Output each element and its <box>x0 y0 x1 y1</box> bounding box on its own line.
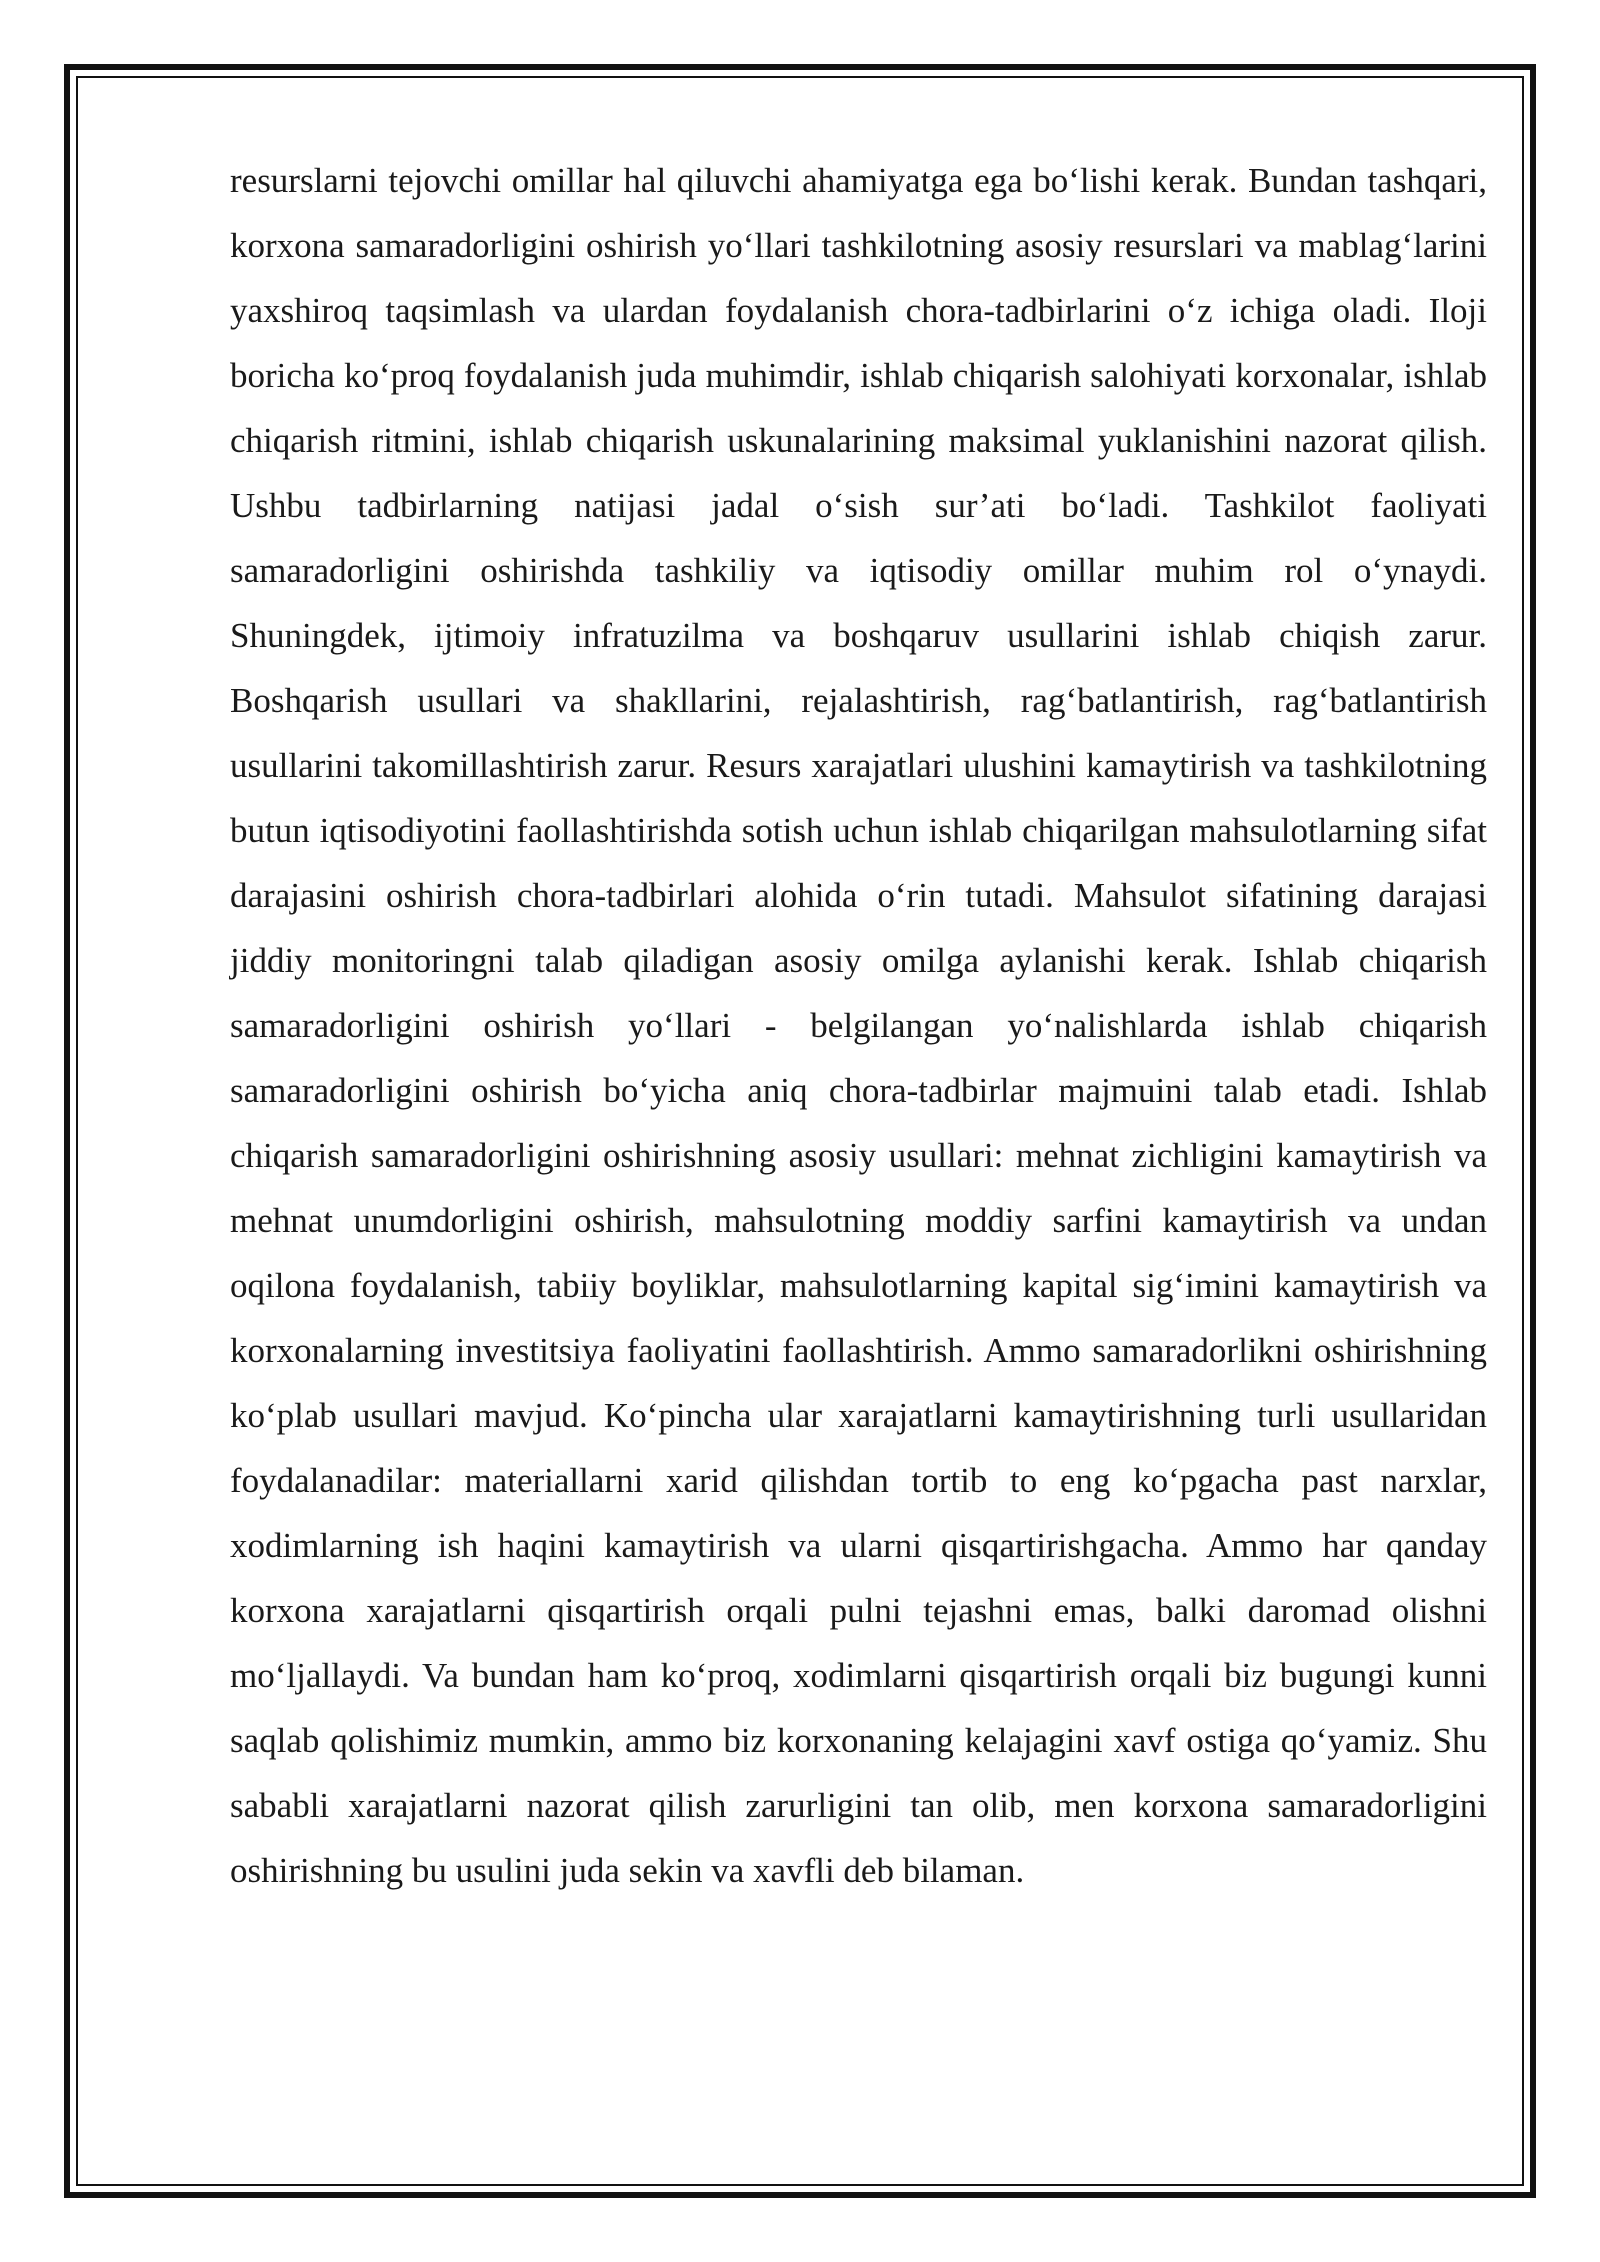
body-paragraph: resurslarni tejovchi omillar hal qiluvchi ahamiyatga ega bo‘lishi kerak. Bundan tashqari, korxona samaradorligini oshirish yo‘llari tashkilotning asosiy resurslari va mablag‘larini yaxshiroq taqsimlash va ulardan foydalanish chora-tadbirlarini o‘z ichiga oladi. Iloji boricha ko‘proq foydalanish juda muhimdir, ishlab chiqarish salohiyati korxonalar, ishlab chiqarish ritmini, ishlab chiqarish uskunalarining maksimal yuklanishini nazorat qilish. Ushbu tadbirlarning natijasi jadal o‘sish sur’ati bo‘ladi. Tashkilot faoliyati samaradorligini oshirishda tashkiliy va iqtisodiy omillar muhim rol o‘ynaydi. Shuningdek, ijtimoiy infratuzilma va boshqaruv usullarini ishlab chiqish zarur. Boshqarish usullari va shakllarini, rejalashtirish, rag‘batlantirish, rag‘batlantirish usullarini takomillashtirish zarur. Resurs xarajatlari ulushini kamaytirish va tashkilotning butun iqtisodiyotini faollashtirishda sotish uchun ishlab chiqarilgan mahsulotlarning sifat darajasini oshirish chora-tadbirlari alohida o‘rin tutadi. Mahsulot sifatining darajasi jiddiy monitoringni talab qiladigan asosiy omilga aylanishi kerak. Ishlab chiqarish samaradorligini oshirish yo‘llari - belgilangan yo‘nalishlarda ishlab chiqarish samaradorligini oshirish bo‘yicha aniq chora-tadbirlar majmuini talab etadi. Ishlab chiqarish samaradorligini oshirishning asosiy usullari: mehnat zichligini kamaytirish va mehnat unumdorligini oshirish, mahsulotning moddiy sarfini kamaytirish va undan oqilona foydalanish, tabiiy boyliklar, mahsulotlarning kapital sig‘imini kamaytirish va korxonalarning investitsiya faoliyatini faollashtirish. Ammo samaradorlikni oshirishning ko‘plab usullari mavjud. Ko‘pincha ular xarajatlarni kamaytirishning turli usullaridan foydalanadilar: materiallarni xarid qilishdan tortib to eng ko‘pgacha past narxlar, xodimlarning ish haqini kamaytirish va ularni qisqartirishgacha. Ammo har qanday korxona xarajatlarni qisqartirish orqali pulni tejashni emas, balki daromad olishni mo‘ljallaydi. Va bundan ham ko‘proq, xodimlarni qisqartirish orqali biz bugungi kunni saqlab qolishimiz mumkin, ammo biz korxonaning kelajagini xavf ostiga qo‘yamiz. Shu sababli xarajatlarni nazorat qilish zarurligini tan olib, men korxona samaradorligini oshirishning bu usulini juda sekin va xavfli deb bilaman. <box>230 161 1487 1890</box>
